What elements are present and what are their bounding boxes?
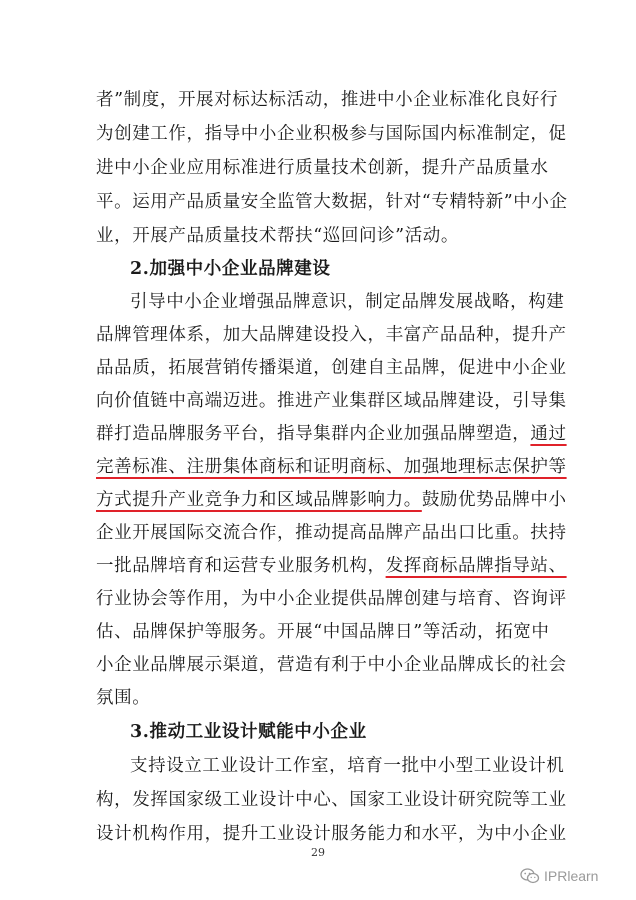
watermark xyxy=(520,866,598,886)
text-line: 品品质，拓展营销传播渠道，创建自主品牌，促进中小企业 xyxy=(96,358,567,378)
highlighted-text: 完善标准、注册集体商标和证明商标、加强地理标志保护等 xyxy=(96,457,567,477)
text-line: 者”制度，开展对标达标活动，推进中小企业标准化良好行 xyxy=(96,90,559,110)
text-line: 设计机构作用，提升工业设计服务能力和水平，为中小企业 xyxy=(96,824,567,844)
text-line: 引导中小企业增强品牌意识，制定品牌发展战略，构建 xyxy=(130,292,565,312)
text-line xyxy=(96,488,567,512)
text-line: 企业开展国际交流合作，推动提高品牌产品出口比重。扶持 xyxy=(96,523,567,543)
text-span: 鼓励优势品牌中小 xyxy=(421,490,567,510)
text-line: 向价值链中高端迈进。推进产业集群区域品牌建设，引导集 xyxy=(96,391,567,411)
text-line: 平。运用产品质量安全监管大数据，针对“专精特新”中小企 xyxy=(96,192,568,212)
text-line: 支持设立工业设计工作室，培育一批中小型工业设计机 xyxy=(130,756,565,776)
highlighted-text: 方式提升产业竞争力和区域品牌影响力。 xyxy=(96,490,422,510)
text-line xyxy=(96,455,567,479)
section-heading-design: 3.推动工业设计赋能中小企业 xyxy=(130,722,367,742)
watermark-text: IPRlearn xyxy=(544,868,599,884)
text-line: 行业协会等作用，为中小企业提供品牌创建与培育、咨询评 xyxy=(96,589,567,609)
text-line xyxy=(96,422,567,446)
text-span: 一批品牌培育和运营专业服务机构， xyxy=(96,556,386,576)
section-heading-brand: 2.加强中小企业品牌建设 xyxy=(130,259,331,279)
text-span: 群打造品牌服务平台，指导集群内企业加强品牌塑造， xyxy=(96,424,531,444)
text-line: 品牌管理体系，加大品牌建设投入，丰富产品品种，提升产 xyxy=(96,325,567,345)
text-line: 估、品牌保护等服务。开展“中国品牌日”等活动，拓宽中 xyxy=(96,622,550,642)
text-line: 构，发挥国家级工业设计中心、国家工业设计研究院等工业 xyxy=(96,790,567,810)
text-line xyxy=(96,554,567,578)
text-line: 为创建工作，指导中小企业积极参与国际国内标准制定，促 xyxy=(96,124,567,144)
page-number: 29 xyxy=(311,846,325,859)
highlighted-text: 通过 xyxy=(530,424,567,444)
text-line: 氛围。 xyxy=(96,688,151,708)
text-line: 进中小企业应用标准进行质量技术创新，提升产品质量水 xyxy=(96,158,549,178)
highlighted-text: 发挥商标品牌指导站、 xyxy=(385,556,567,576)
wechat-icon xyxy=(520,868,540,884)
text-line: 小企业品牌展示渠道，营造有利于中小企业品牌成长的社会 xyxy=(96,655,567,675)
text-line: 业，开展产品质量技术帮扶“巡回问诊”活动。 xyxy=(96,226,459,246)
